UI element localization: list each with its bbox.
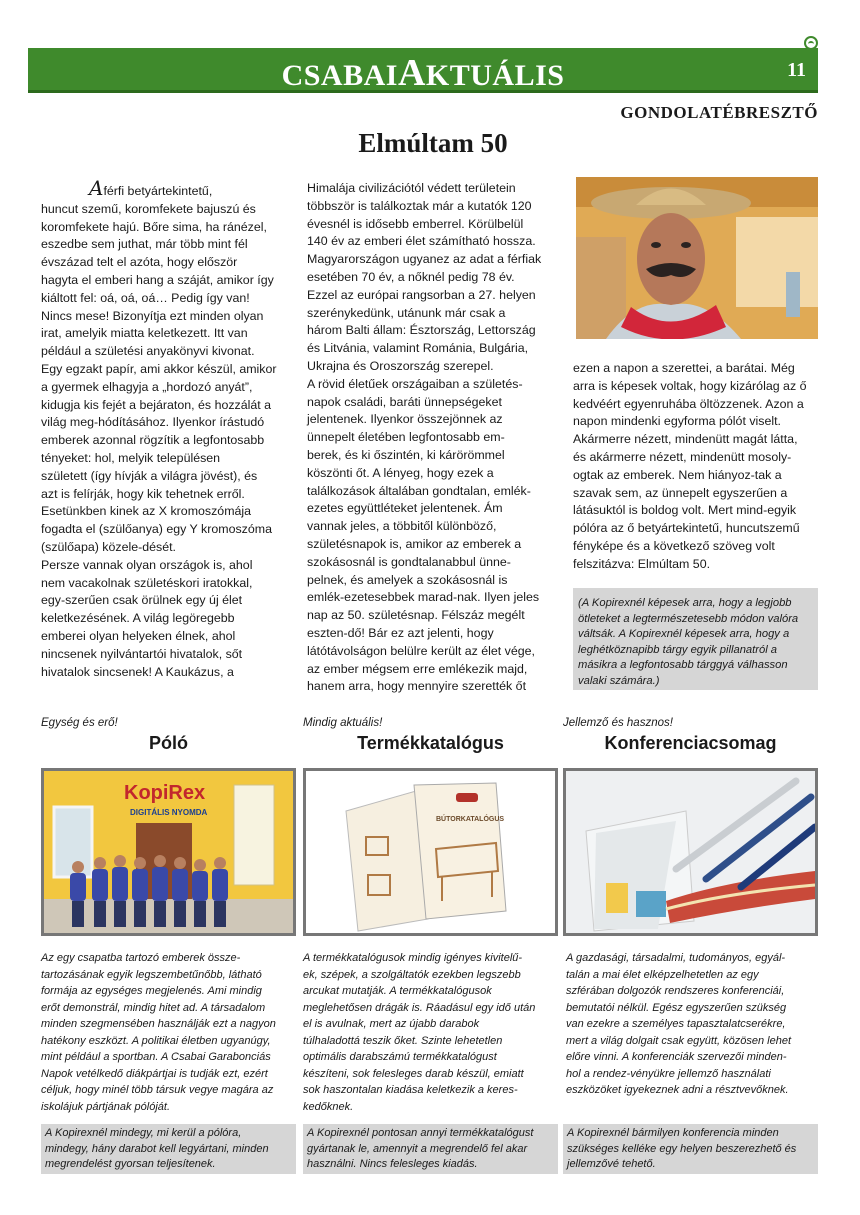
article-line: Akármerre nézett, mindenütt magát látta, (573, 432, 798, 447)
caption-line: formája az egységes megjelenés. Ami mindig (41, 985, 262, 997)
article-line: emberek azonnal rögzítik a legfontosabb (41, 433, 265, 448)
product-tag-polo: Egység és erő! (41, 717, 118, 729)
article-line: esetében 70 év, a nőknél pedig 78 év. (307, 269, 515, 284)
product-note-polo (41, 1124, 296, 1174)
article-line: ezetes együttléteket jelentenek. Ám (307, 501, 503, 516)
article-line: hanem arra, hogy mennyire szerették őt (307, 679, 527, 694)
article-column-3 (573, 360, 819, 574)
product-tag-conference: Jellemző és hasznos! (563, 717, 673, 729)
callout-line: leghétköznapibb tárgy egyik pillanatról a (578, 643, 778, 656)
article-line: és akármerre nézett, mindenütt mosoly- (573, 449, 792, 464)
caption-line: céljuk, hogy minél több társuk vegye magára az (41, 1084, 274, 1096)
note-line: A Kopirexnél pontosan annyi termékkatalógust (307, 1127, 534, 1139)
article-line: ezen a napon a szerettei, a barátai. Még (573, 361, 795, 375)
caption-line: iskolájuk pártjának pólóját. (41, 1100, 171, 1113)
product-note-conference (563, 1124, 818, 1174)
caption-line: hol a rendez-vényükre jellemző használati (566, 1067, 771, 1080)
article-line: arra is képesek voltak, hogy kizárólag az ő (573, 378, 807, 393)
article-line: tényeket: hol, melyik településen (41, 450, 221, 465)
article-line: ogtak az emberek. Nem hiányoz-tak a (573, 467, 782, 482)
article-line: három Balti állam: Észtország, Lettország (307, 323, 536, 338)
product-caption-conference (566, 950, 818, 1099)
caption-line: mint például a sportban. A Csabai Garabonciás (41, 1051, 271, 1063)
svg-text:KopiRex: KopiRex (124, 782, 206, 804)
kopirex-callout (573, 588, 818, 690)
article-line: pelnek, és amelyek a szokásosnál is (307, 572, 508, 587)
page-number: 11 (787, 59, 806, 81)
masthead-title-part1: CSABAI (281, 59, 398, 92)
article-line: évesnél is idősebb emberrel. Körülbelül (307, 216, 524, 231)
article-line: köszönti őt. A lényeg, hogy ezek a (307, 465, 494, 480)
callout-line: ötleteket a legtermészetesebb módon valóra (578, 612, 799, 625)
article-photo (576, 177, 818, 339)
article-line: nincsenek nyilvántartói hivatalok, sőt (41, 646, 243, 661)
note-line: A Kopirexnél mindegy, mi kerül a pólóra, (45, 1127, 242, 1139)
article-line: látásuktól is boldog volt. Mert mind-egyik (573, 503, 797, 518)
article-line: eszedbe sem juthat, már több mint fél (41, 237, 248, 252)
product-title-conference: Konferenciacsomag (604, 733, 777, 753)
product-caption-polo (41, 950, 296, 1115)
article-line: fogadta el (szülőanya) egy Y kromoszóma (41, 522, 272, 537)
product-title-catalog: Termékkatalógus (357, 733, 504, 753)
article-line: a gyermek elhagyja a „hordozó anyát”, (41, 379, 253, 394)
caption-line: erőt demonstrál, mindig hitet ad. A társadalom (41, 1001, 266, 1014)
article-line: Magyarországon ugyanez az adat a férfiak (307, 252, 542, 267)
product-title-polo: Póló (149, 733, 188, 753)
note-line: A Kopirexnél bármilyen konferencia minden (567, 1127, 779, 1139)
callout-line: váltsák. A Kopirexnél képesek arra, hogy a (578, 628, 790, 641)
caption-line: tartozásának egyik legszembetűnőbb, látható (41, 968, 262, 981)
article-line: nap az 50. születésnap. Félszáz megélt (307, 608, 525, 623)
section-label: GONDOLATÉBRESZTŐ (620, 103, 818, 122)
article-line: az ember mégsem erre emlékezik majd, (307, 661, 528, 676)
caption-line: talán a mai élet elképzelhetetlen az egy (566, 968, 759, 981)
article-line: fényképe és a következő szöveg volt (573, 538, 775, 553)
article-line: ünnepelt életében legfontosabb em- (307, 430, 505, 445)
product-caption-catalog (303, 950, 558, 1115)
note-line: gyártanak le, amennyit a megrendelő fel akar (307, 1142, 528, 1155)
note-line: mindegy, hány darabot kell legyártani, minden (45, 1142, 269, 1155)
note-line: jellemzővé tehető. (567, 1158, 656, 1171)
article-line: szavak sem, az ünnepelt egyszerűen a (573, 485, 788, 500)
article-line: emlék-ezetesebbek marad-nak. Ilyen jeles (307, 590, 540, 605)
masthead-title-initial: A (397, 52, 426, 94)
product-photo-catalog (303, 768, 558, 936)
caption-line: el is avulnak, mert az újabb darabok (303, 1018, 480, 1030)
caption-line: előre vinni. A konferenciák szervezői minden- (566, 1051, 787, 1063)
article-line: irat, amelyik miatta keletkezett. Itt van (41, 326, 248, 341)
article-line: napok családi, baráti ünnepségeket (307, 394, 502, 409)
caption-line: bemutatói nélkül. Egész egyszerűen szükség (566, 1001, 787, 1014)
catalog-illustration (306, 771, 555, 933)
drop-cap: A (89, 176, 104, 200)
article-line: vannak jeles, a többitől különböző, (307, 519, 497, 534)
article-line: például a születési anyakönyvi kivonat. (41, 344, 255, 359)
caption-line: eszközöket igyekeznek adni a résztvevőknek. (566, 1084, 789, 1096)
article-line: nem vacakolnak születéskori iratokkal, (41, 575, 253, 590)
article-line: évszázad telt el azóta, hogy először (41, 255, 238, 270)
article-line: többször is találkoztak már a kutatók 120 (307, 198, 532, 213)
masthead-title (28, 51, 818, 95)
article-line: Esetünkben kinek az X kromoszómája (41, 504, 252, 519)
article-line: és Litvánia, valamint Románia, Bulgária, (307, 341, 529, 356)
catalog-cover-text: BÚTORKATALÓGUS (436, 816, 505, 823)
caption-line: ek, szépek, a szolgáltatók ezekben legszebb (303, 968, 521, 981)
article-line: kidugja kis fejét a bejáraton, és hozzálát a (41, 397, 272, 412)
article-line: kiáltott fel: oá, oá, oá… Pedig így van! (41, 290, 250, 305)
article-line: születésnapok is, amikor az emberek a (307, 536, 522, 551)
callout-line: (A Kopirexnél képesek arra, hogy a legjobb (578, 597, 792, 609)
caption-line: van ezekre a személyes tapasztalatcserékre, (566, 1018, 786, 1030)
article-line: felszitázva: Elmúltam 50. (573, 556, 711, 571)
article-line: Ezzel az európai rangsorban a 27. helyen (307, 287, 536, 302)
article-headline: Elmúltam 50 (358, 128, 508, 158)
product-photo-conference (563, 768, 818, 936)
caption-line: Napok vetélkedő diákpártjai is tudják ezt, ezért (41, 1067, 268, 1080)
article-line: berek, és ki őszintén, ki kárörömmel (307, 447, 505, 462)
article-line: Egy egzakt papír, ami akkor készül, amikor (41, 361, 277, 376)
masthead-title-part2: KTUÁLIS (425, 59, 565, 92)
article-line: szokásosnál is gondtalanabbul ünne- (307, 554, 511, 569)
article-line: koromfekete hajú. Bőre sima, ha ránézel, (41, 219, 267, 234)
caption-line: szférában dolgozók rendszeres konferenciái, (566, 985, 785, 997)
caption-line: A termékkatalógusok mindig igényes kivitelű- (303, 952, 523, 964)
article-line: világ meg-hódításához. Ilyenkor írástudó (41, 415, 265, 430)
article-line: (szülőapa) közele-dését. (41, 539, 176, 554)
article-column-2 (307, 180, 550, 696)
product-photo-polo (41, 768, 296, 936)
caption-line: optimális darabszámú termékkatalógust (303, 1051, 497, 1063)
article-line: pólóra az ő betyártekintetű, huncutszemű (573, 521, 800, 536)
caption-line: minden szegmensében használják ezt a nagyon (41, 1018, 276, 1030)
article-line: látótávolságon belülre került az élet vége, (307, 643, 535, 658)
note-line: megrendelést gyorsan teljesítenek. (45, 1158, 216, 1171)
caption-line: sok haszontalan kiadása keletkezik a keres- (303, 1084, 518, 1096)
product-tag-catalog: Mindig aktuális! (303, 717, 383, 729)
article-line: emberei olyan helyeken élnek, ahol (41, 628, 236, 643)
callout-line: valaki számára.) (578, 674, 660, 687)
caption-line: mert a világ dolgait csak együtt, közösen lehet (566, 1034, 792, 1047)
article-line: hagyta el emberi hang a száját, amikor így (41, 272, 274, 287)
caption-line: készíteni, sok felesleges darab készül, emiatt (303, 1067, 524, 1080)
caption-line: kedőknek. (303, 1100, 354, 1113)
note-line: szükséges kelléke egy helyen beszerezhető és (567, 1142, 797, 1155)
masthead-band (28, 48, 818, 93)
photo-sign-text: DIGITÁLIS NYOMDA (130, 808, 208, 817)
article-line: szerénykedünk, utánunk már csak a (307, 305, 506, 320)
product-note-catalog (303, 1124, 558, 1174)
caption-line: arcukat mutatják. A termékkatalógusok (303, 985, 492, 997)
article-line: Persze vannak olyan országok is, ahol (41, 557, 253, 572)
article-line: Aférfi betyártekintetű, (89, 176, 213, 200)
caption-line: túlhaladottá teszik őket. Szinte lehetetlen (303, 1034, 503, 1047)
caption-line: hatékony eszközt. A politikai életben ugyanúgy, (41, 1034, 271, 1047)
article-line: hivatalok sincsenek! A Kaukázus, a (41, 664, 234, 679)
man-portrait-illustration (576, 177, 818, 339)
article-line: Ukrajna és Oroszország szerepel. (307, 358, 494, 373)
article-line: eszten-dő! Bár ez azt jelenti, hogy (307, 625, 494, 640)
article-line: egy-szerűen csak örülnek egy új élet (41, 593, 243, 608)
team-photo-illustration (44, 771, 293, 933)
article-line: kedvéért egyenruhába öltözzenek. Azon a (573, 396, 804, 411)
caption-line: meglehetősen drágák is. Ráadásul egy idő után (303, 1001, 536, 1014)
article-line: jelentenek. Ilyenkor összejönnek az (307, 412, 503, 427)
caption-line: A gazdasági, társadalmi, tudományos, egyál- (566, 952, 786, 964)
article-line: huncut szemű, koromfekete bajuszú és (41, 201, 256, 216)
article-line: napon mindenki egyforma pólót viselt. (573, 414, 782, 429)
caption-line: Az egy csapatba tartozó emberek össze- (41, 952, 241, 964)
note-line: használni. Nincs felesleges kiadás. (307, 1158, 478, 1171)
article-column-1 (41, 176, 293, 681)
article-line: A rövid életűek országaiban a születés- (307, 376, 523, 391)
article-line: találkozások általában gondtalan, emlék- (307, 483, 531, 498)
article-line: született (így hívják a világra jövést), és (41, 468, 258, 483)
article-line: Himalája civilizációtól védett területein (307, 181, 516, 195)
article-line: 140 év az emberi élet számítható hossza. (307, 234, 536, 249)
callout-line: másikra a legfontosabb tárggyá válhasson (578, 659, 788, 672)
article-line: azt is felírják, hogy kik tehetnek erről. (41, 486, 245, 501)
article-line: Nincs mese! Bizonyítja ezt minden olyan (41, 308, 264, 323)
conference-kit-illustration (566, 771, 815, 933)
article-line: keletkezésének. A világ legöregebb (41, 611, 235, 626)
